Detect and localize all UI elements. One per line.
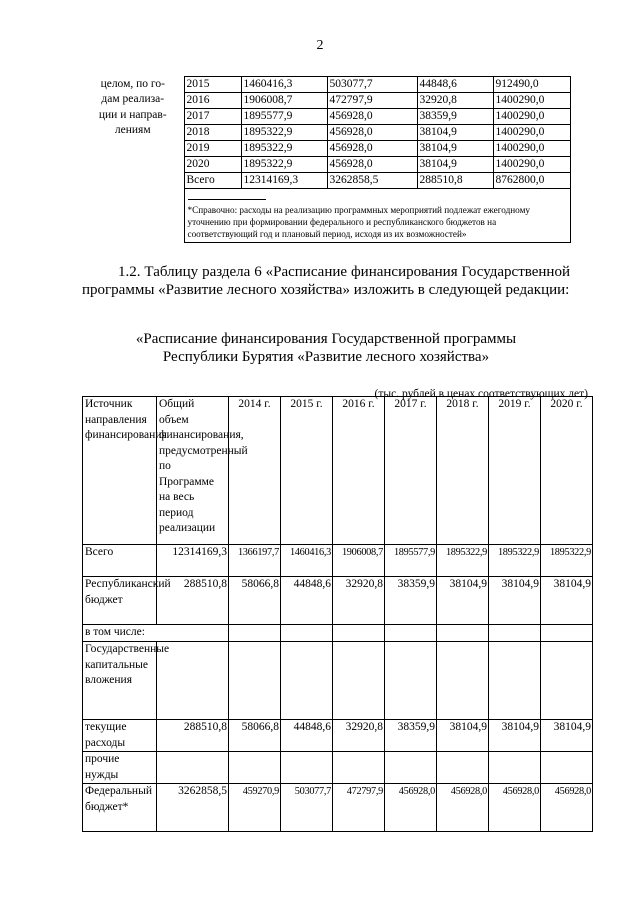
top-cell: 456928,0 bbox=[327, 157, 417, 173]
value-cell bbox=[281, 752, 333, 784]
top-cell-year: 2020 bbox=[184, 157, 241, 173]
top-cell-year: 2015 bbox=[184, 77, 241, 93]
value-cell: 38359,9 bbox=[385, 577, 437, 625]
top-cell: 456928,0 bbox=[327, 109, 417, 125]
top-cell: 44848,6 bbox=[417, 77, 493, 93]
top-cell: 503077,7 bbox=[327, 77, 417, 93]
value-cell: 1895322,9 bbox=[437, 545, 489, 577]
table-row bbox=[83, 577, 593, 625]
footnote-cell bbox=[184, 189, 570, 243]
value-cell: 456928,0 bbox=[489, 784, 541, 832]
value-cell: 58066,8 bbox=[229, 720, 281, 752]
top-cell: 912490,0 bbox=[493, 77, 570, 93]
top-cell-total-label: Всего bbox=[184, 173, 241, 189]
top-cell-year: 2016 bbox=[184, 93, 241, 109]
heading-line-2: Республики Бурятия «Развитие лесного хозяйства» bbox=[162, 349, 490, 365]
value-cell bbox=[281, 625, 333, 642]
value-cell bbox=[229, 642, 281, 720]
value-cell: 456928,0 bbox=[437, 784, 489, 832]
footnote-separator bbox=[188, 199, 266, 200]
top-cell-year: 2017 bbox=[184, 109, 241, 125]
value-cell: 3262858,5 bbox=[157, 784, 229, 832]
table-row bbox=[83, 642, 593, 720]
value-cell: 288510,8 bbox=[157, 720, 229, 752]
footnote-text: *Справочно: расходы на реализацию программных мероприятий подлежат ежегодному уточнению при формировании федерального и республиканского бюджетов на соответствующий год и плановый период, исходя из их возможностей» bbox=[187, 205, 530, 239]
value-cell: 58066,8 bbox=[229, 577, 281, 625]
table-row bbox=[83, 752, 593, 784]
value-cell: 38104,9 bbox=[489, 720, 541, 752]
value-cell bbox=[437, 625, 489, 642]
value-cell: 1895577,9 bbox=[385, 545, 437, 577]
top-cell: 1400290,0 bbox=[493, 157, 570, 173]
value-cell bbox=[437, 752, 489, 784]
value-cell bbox=[229, 625, 281, 642]
header-total: Общий объем финансирования, предусмотренный по Программе на весь период реализации bbox=[157, 397, 229, 545]
top-cell-year: 2018 bbox=[184, 125, 241, 141]
value-cell bbox=[333, 642, 385, 720]
value-cell: 1460416,3 bbox=[281, 545, 333, 577]
top-table-row-label: целом, по го- дам реализа- ции и направ- лениям bbox=[98, 77, 167, 136]
top-cell: 1895577,9 bbox=[241, 109, 327, 125]
top-cell-year: 2019 bbox=[184, 141, 241, 157]
heading-line-1: «Расписание финансирования Государственной программы bbox=[135, 331, 517, 347]
row-label: прочие нужды bbox=[83, 752, 157, 784]
header-year: 2017 г. bbox=[385, 397, 437, 545]
top-cell: 1400290,0 bbox=[493, 93, 570, 109]
value-cell: 1366197,7 bbox=[229, 545, 281, 577]
units-note: (тыс. рублей в ценах соответствующих лет) bbox=[374, 388, 588, 400]
table-row bbox=[83, 625, 593, 642]
row-label: Всего bbox=[83, 545, 157, 577]
table-row bbox=[83, 545, 593, 577]
value-cell bbox=[385, 642, 437, 720]
value-cell: 38104,9 bbox=[489, 577, 541, 625]
top-cell: 38104,9 bbox=[417, 141, 493, 157]
value-cell: 38104,9 bbox=[541, 720, 593, 752]
value-cell: 1906008,7 bbox=[333, 545, 385, 577]
value-cell bbox=[541, 752, 593, 784]
value-cell bbox=[333, 752, 385, 784]
row-label: текущие расходы bbox=[83, 720, 157, 752]
value-cell: 44848,6 bbox=[281, 720, 333, 752]
value-cell: 456928,0 bbox=[541, 784, 593, 832]
row-label: Государственные капитальные вложения bbox=[83, 642, 157, 720]
header-year: 2020 г. bbox=[541, 397, 593, 545]
top-cell: 1906008,7 bbox=[241, 93, 327, 109]
top-cell: 456928,0 bbox=[327, 125, 417, 141]
value-cell bbox=[385, 625, 437, 642]
top-cell: 1400290,0 bbox=[493, 109, 570, 125]
top-financing-table bbox=[82, 76, 571, 243]
top-cell: 38104,9 bbox=[417, 157, 493, 173]
value-cell bbox=[489, 642, 541, 720]
amendment-paragraph: 1.2. Таблицу раздела 6 «Расписание финансирования Государственной программы «Развитие лесного хозяйства» изложить в следующей редакции: bbox=[82, 264, 570, 298]
value-cell: 459270,9 bbox=[229, 784, 281, 832]
value-cell: 1895322,9 bbox=[541, 545, 593, 577]
row-label: Республиканский бюджет bbox=[83, 577, 157, 625]
top-cell: 1400290,0 bbox=[493, 141, 570, 157]
value-cell bbox=[281, 642, 333, 720]
row-label: Федеральный бюджет* bbox=[83, 784, 157, 832]
table-row bbox=[83, 784, 593, 832]
top-cell: 1460416,3 bbox=[241, 77, 327, 93]
value-cell bbox=[229, 752, 281, 784]
top-cell: 8762800,0 bbox=[493, 173, 570, 189]
value-cell bbox=[489, 625, 541, 642]
top-cell: 1895322,9 bbox=[241, 141, 327, 157]
value-cell bbox=[489, 752, 541, 784]
header-year: 2016 г. bbox=[333, 397, 385, 545]
value-cell: 32920,8 bbox=[333, 577, 385, 625]
top-cell: 3262858,5 bbox=[327, 173, 417, 189]
value-cell: 472797,9 bbox=[333, 784, 385, 832]
value-cell: 38104,9 bbox=[541, 577, 593, 625]
top-cell: 456928,0 bbox=[327, 141, 417, 157]
top-cell: 12314169,3 bbox=[241, 173, 327, 189]
value-cell bbox=[333, 625, 385, 642]
value-cell bbox=[157, 752, 229, 784]
value-cell: 32920,8 bbox=[333, 720, 385, 752]
row-label: в том числе: bbox=[83, 625, 229, 642]
value-cell: 38104,9 bbox=[437, 720, 489, 752]
top-cell: 1895322,9 bbox=[241, 157, 327, 173]
value-cell: 38104,9 bbox=[437, 577, 489, 625]
header-year: 2014 г. bbox=[229, 397, 281, 545]
value-cell bbox=[437, 642, 489, 720]
value-cell: 1895322,9 bbox=[489, 545, 541, 577]
top-cell: 38359,9 bbox=[417, 109, 493, 125]
top-cell: 1895322,9 bbox=[241, 125, 327, 141]
page-number: 2 bbox=[316, 38, 324, 53]
schedule-heading bbox=[82, 330, 570, 366]
header-year: 2015 г. bbox=[281, 397, 333, 545]
header-year: 2019 г. bbox=[489, 397, 541, 545]
top-cell: 472797,9 bbox=[327, 93, 417, 109]
value-cell bbox=[385, 752, 437, 784]
value-cell bbox=[541, 625, 593, 642]
header-year: 2018 г. bbox=[437, 397, 489, 545]
value-cell: 288510,8 bbox=[157, 577, 229, 625]
top-cell: 1400290,0 bbox=[493, 125, 570, 141]
header-source: Источник направления финансирования bbox=[83, 397, 157, 545]
value-cell: 44848,6 bbox=[281, 577, 333, 625]
value-cell: 38359,9 bbox=[385, 720, 437, 752]
top-cell: 288510,8 bbox=[417, 173, 493, 189]
value-cell: 503077,7 bbox=[281, 784, 333, 832]
top-cell: 32920,8 bbox=[417, 93, 493, 109]
top-cell: 38104,9 bbox=[417, 125, 493, 141]
value-cell: 12314169,3 bbox=[157, 545, 229, 577]
value-cell bbox=[541, 642, 593, 720]
table-row bbox=[83, 720, 593, 752]
value-cell: 456928,0 bbox=[385, 784, 437, 832]
financing-schedule-table bbox=[82, 396, 593, 832]
